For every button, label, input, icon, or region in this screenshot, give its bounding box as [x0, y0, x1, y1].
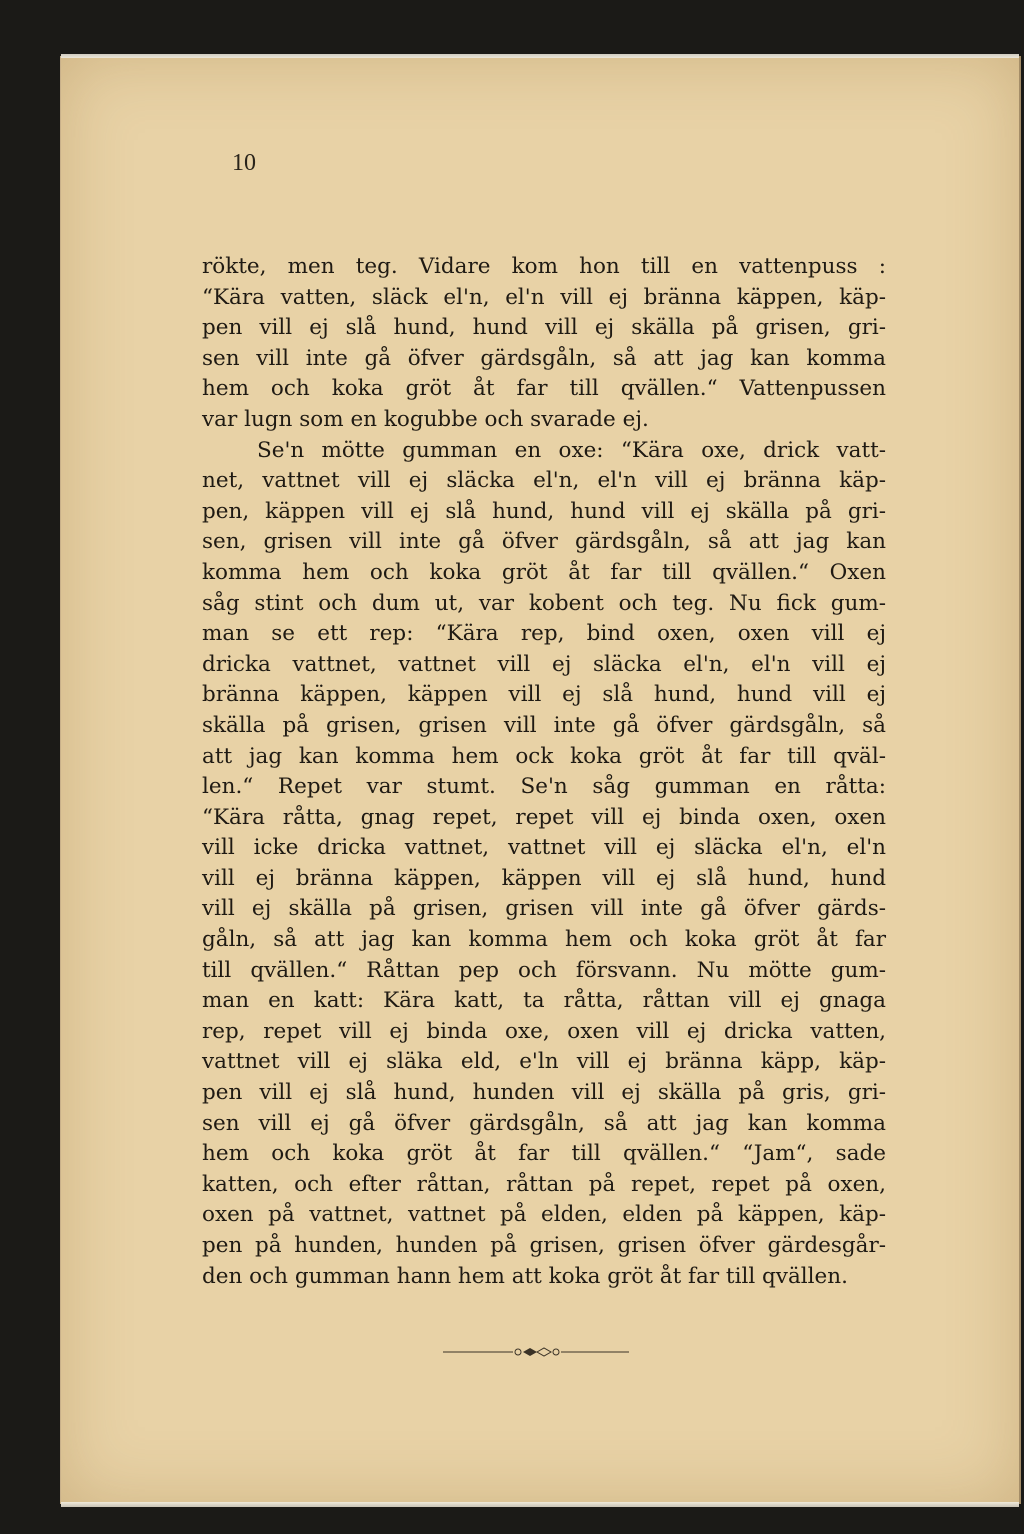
text-line: gåln, så att jag kan komma hem och koka gröt åt far [202, 927, 886, 953]
book-page [60, 56, 1021, 1504]
text-line: att jag kan komma hem ock koka gröt åt far till qväl- [202, 743, 886, 769]
text-line: man se ett rep: “Kära rep, bind oxen, oxen vill ej [202, 621, 886, 647]
page-top-edge [61, 54, 1019, 58]
text-line: hem och koka gröt åt far till qvällen.“ “Jam“, sade [202, 1141, 886, 1167]
text-line: Se'n mötte gumman en oxe: “Kära oxe, drick vatt- [257, 437, 886, 463]
body-text [202, 252, 886, 1292]
text-line: oxen på vattnet, vattnet på elden, elden på käppen, käp- [202, 1202, 886, 1228]
text-line: pen vill ej slå hund, hund vill ej skälla på grisen, gri- [202, 315, 886, 341]
text-line: sen, grisen vill inte gå öfver gärdsgåln, så att jag kan [202, 529, 886, 555]
text-line: såg stint och dum ut, var kobent och teg. Nu fick gum- [202, 590, 886, 616]
text-line: pen, käppen vill ej slå hund, hund vill ej skälla på gri- [202, 498, 886, 524]
text-line: “Kära vatten, släck el'n, el'n vill ej bränna käppen, käp- [202, 284, 886, 310]
text-line: man en katt: Kära katt, ta råtta, råttan vill ej gnaga [202, 988, 886, 1014]
page-number: 10 [232, 150, 256, 176]
text-line: dricka vattnet, vattnet vill ej släcka el'n, el'n vill ej [202, 651, 886, 677]
text-line: len.“ Repet var stumt. Se'n såg gumman en råtta: [202, 774, 886, 800]
text-line: pen vill ej slå hund, hunden vill ej skälla på gris, gri- [202, 1080, 886, 1106]
text-line: sen vill inte gå öfver gärdsgåln, så att jag kan komma [202, 345, 886, 371]
text-line: pen på hunden, hunden på grisen, grisen öfver gärdesgår- [202, 1233, 886, 1258]
text-line: komma hem och koka gröt åt far till qvällen.“ Oxen [202, 559, 886, 585]
text-line: sen vill ej gå öfver gärdsgåln, så att jag kan komma [202, 1110, 886, 1136]
text-line: katten, och efter råttan, råttan på repet, repet på oxen, [202, 1171, 886, 1197]
text-line: rep, repet vill ej binda oxe, oxen vill ej dricka vatten, [202, 1018, 886, 1044]
section-end-ornament [443, 1346, 629, 1358]
text-line: skälla på grisen, grisen vill inte gå öfver gärdsgåln, så [202, 712, 886, 738]
text-line: rökte, men teg. Vidare kom hon till en vattenpuss : [202, 254, 886, 279]
text-line: vill ej bränna käppen, käppen vill ej slå hund, hund [202, 865, 886, 891]
text-line: hem och koka gröt åt far till qvällen.“ Vattenpussen [202, 376, 886, 402]
text-line: till qvällen.“ Råttan pep och försvann. Nu mötte gum- [202, 957, 886, 983]
text-line: var lugn som en kogubbe och svarade ej. [202, 406, 649, 432]
text-line: net, vattnet vill ej släcka el'n, el'n vill ej bränna käp- [202, 468, 886, 494]
text-line: vill icke dricka vattnet, vattnet vill ej släcka el'n, el'n [202, 835, 886, 861]
text-line: bränna käppen, käppen vill ej slå hund, hund vill ej [202, 682, 886, 708]
text-line: vill ej skälla på grisen, grisen vill inte gå öfver gärds- [202, 896, 886, 922]
text-line: “Kära råtta, gnag repet, repet vill ej binda oxen, oxen [202, 804, 886, 830]
page-bottom-edge [61, 1502, 1019, 1507]
text-line: vattnet vill ej släka eld, e'ln vill ej bränna käpp, käp- [202, 1049, 886, 1075]
text-line: den och gumman hann hem att koka gröt åt far till qvällen. [202, 1263, 848, 1289]
